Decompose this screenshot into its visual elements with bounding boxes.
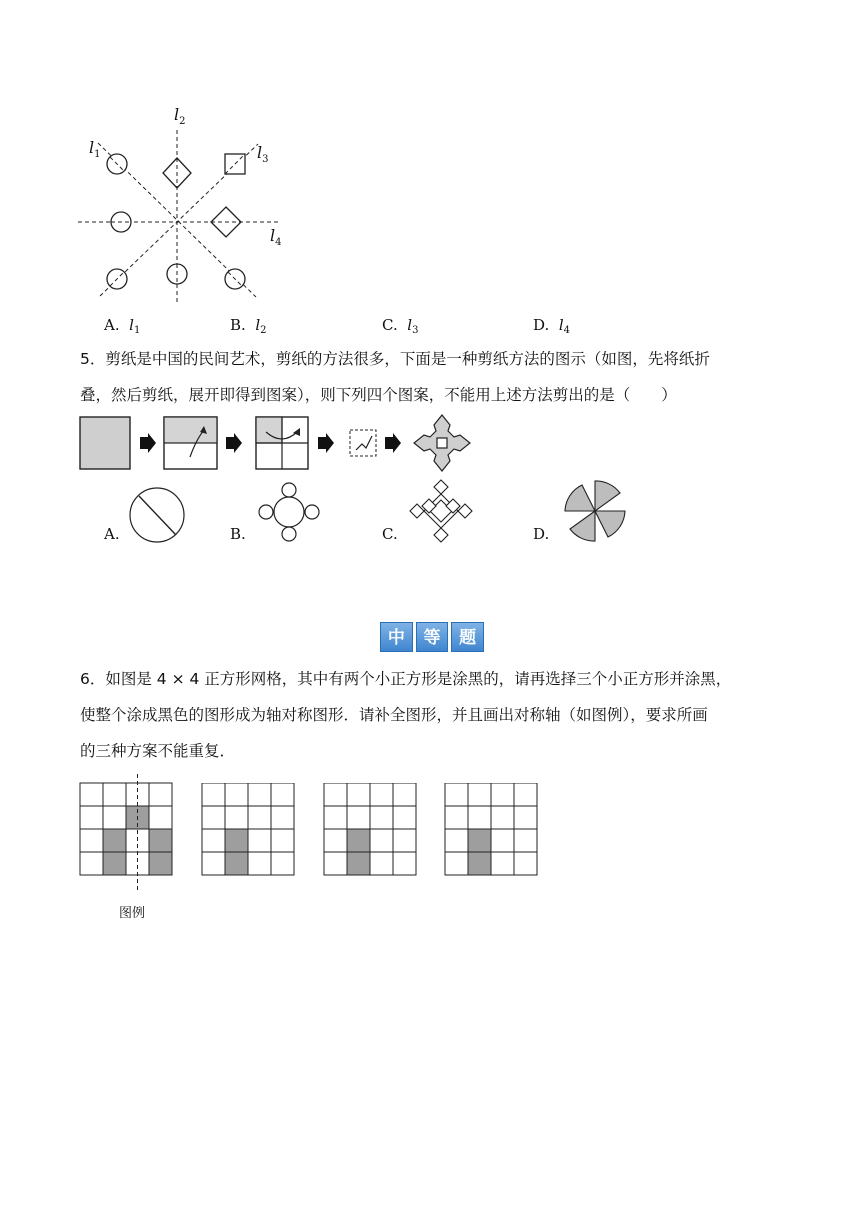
badge-char: 中 xyxy=(380,622,413,652)
badge-char: 题 xyxy=(451,622,484,652)
q4-option-d[interactable]: D. $l_4$ xyxy=(533,316,570,336)
section-badge-medium xyxy=(380,622,484,652)
q5-option-c[interactable]: C. xyxy=(382,525,398,543)
legend-caption: 图例 xyxy=(119,906,146,921)
option-a-circle-figure xyxy=(127,486,189,546)
paper-cutting-steps-diagram xyxy=(78,412,478,474)
grid-legend-example xyxy=(78,774,178,904)
q5-option-d[interactable]: D. xyxy=(533,525,550,543)
q6-text: 6．如图是 4 × 4 正方形网格，其中有两个小正方形是涂黑的，请再选择三个小正方形并涂黑， 使整个涂成黑色的图形成为轴对称图形．请补全图形，并且画出对称轴（如图例），要求所画 的三种方案不能重复． xyxy=(80,670,732,760)
label-l3: $l_3$ xyxy=(257,143,269,165)
q5-text: 5．剪纸是中国的民间艺术，剪纸的方法很多，下面是一种剪纸方法的图示（如图，先将纸折 叠，然后剪纸，展开即得到图案），则下列四个图案，不能用上述方法剪出的是（ ） xyxy=(80,350,710,404)
option-c-diamonds-figure xyxy=(408,478,474,544)
q5-option-a[interactable]: A. xyxy=(104,525,120,543)
badge-char: 等 xyxy=(416,622,449,652)
label-l1: $l_1$ xyxy=(89,138,101,160)
label-l4: $l_4$ xyxy=(270,226,282,248)
answer-grid-2[interactable] xyxy=(322,783,418,877)
q5-option-b[interactable]: B. xyxy=(230,525,246,543)
q4-option-c[interactable]: C. $l_3$ xyxy=(382,316,419,336)
option-d-pinwheel-figure xyxy=(562,479,628,543)
answer-grid-3[interactable] xyxy=(443,783,539,877)
symmetry-axes-diagram xyxy=(70,100,290,315)
label-l2: $l_2$ xyxy=(174,105,186,127)
q4-option-b[interactable]: B. $l_2$ xyxy=(230,316,267,336)
answer-grid-1[interactable] xyxy=(200,783,296,877)
q4-option-a[interactable]: A. $l_1$ xyxy=(104,316,141,336)
option-b-rings-figure xyxy=(256,481,322,545)
